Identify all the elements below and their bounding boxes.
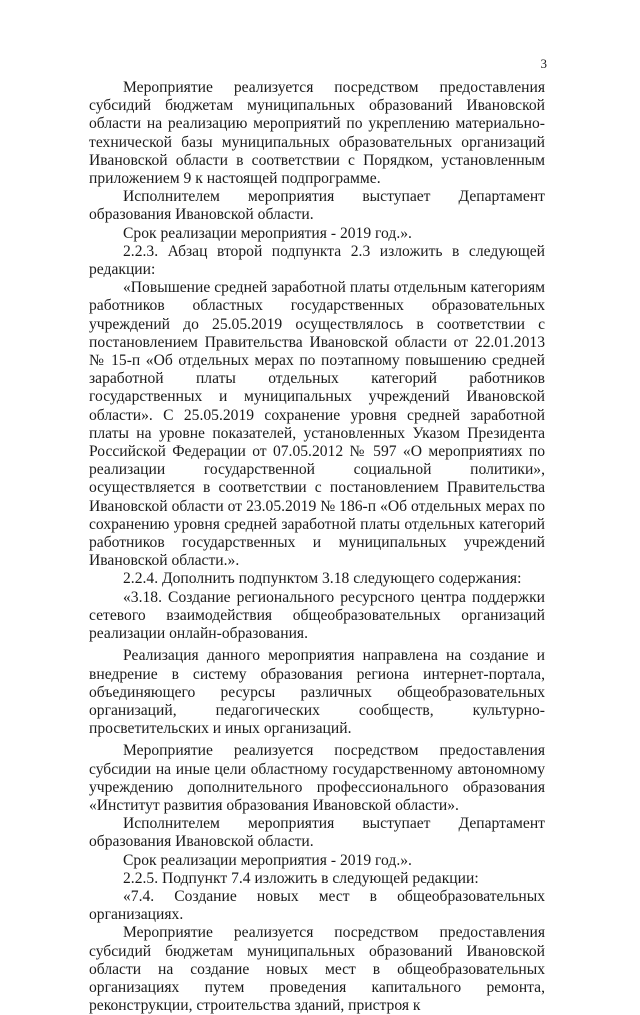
paragraph: Реализация данного мероприятия направлена на создание и внедрение в систему образования региона интернет-портала, объединяющего ресурсы различных общеобразовательных организаций, педагогических сообществ, культурно-просветительских и иных организаций. [89,647,545,738]
paragraph: Мероприятие реализуется посредством предоставления субсидий бюджетам муниципальных образований Ивановской области на создание новых мест в общеобразовательных организациях путем проведения капитального ремонта, реконструкции, строительства зданий, пристроя к [89,924,545,1015]
paragraph: «3.18. Создание регионального ресурсного центра поддержки сетевого взаимодействия общеобразовательных организаций реализации онлайн-образования. [89,588,545,643]
page-number: 3 [540,56,547,71]
paragraph: «7.4. Создание новых мест в общеобразовательных организациях. [89,887,545,924]
paragraph: Мероприятие реализуется посредством предоставления субсидии на иные цели областному государственному автономному учреждению дополнительного профессионального образования «Институт развития образования Ивановской области». [89,742,545,814]
document-body [89,79,545,1015]
paragraph: Исполнителем мероприятия выступает Департамент образования Ивановской области. [89,188,545,224]
paragraph: 2.2.4. Дополнить подпунктом 3.18 следующего содержания: [123,570,522,588]
paragraph: 2.2.5. Подпункт 7.4 изложить в следующей редакции: [123,869,479,887]
paragraph: Срок реализации мероприятия - 2019 год.». [123,224,412,242]
paragraph: Исполнителем мероприятия выступает Департамент образования Ивановской области. [89,815,545,851]
paragraph: 2.2.3. Абзац второй подпункта 2.3 изложить в следующей редакции: [89,242,545,279]
paragraph: Мероприятие реализуется посредством предоставления субсидий бюджетам муниципальных образований Ивановской области на реализацию мероприятий по укреплению материально-технической базы муниципальных образовательных организаций Ивановской области в соответствии с Порядком, установленным приложением 9 к настоящей подпрограмме. [89,79,545,188]
paragraph: Срок реализации мероприятия - 2019 год.». [123,851,412,869]
paragraph: «Повышение средней заработной платы отдельным категориям работников областных государственных образовательных учреждений до 25.05.2019 осуществлялось в соответствии с постановлением Правительства Ивановской области от 22.01.2013 № 15-п «Об отдельных мерах по поэтапному повышению средней заработной платы отдельных категорий работников государственных и муниципальных учреждений Ивановской области». С 25.05.2019 сохранение уровня средней заработной платы на уровне показателей, установленных Указом Президента Российской Федерации от 07.05.2012 № 597 «О мероприятиях по реализации государственной социальной политики», осуществляется в соответствии с постановлением Правительства Ивановской области от 23.05.2019 № 186-п «Об отдельных мерах по сохранению уровня средней заработной платы отдельных категорий работников государственных и муниципальных учреждений Ивановской области.». [89,279,545,570]
